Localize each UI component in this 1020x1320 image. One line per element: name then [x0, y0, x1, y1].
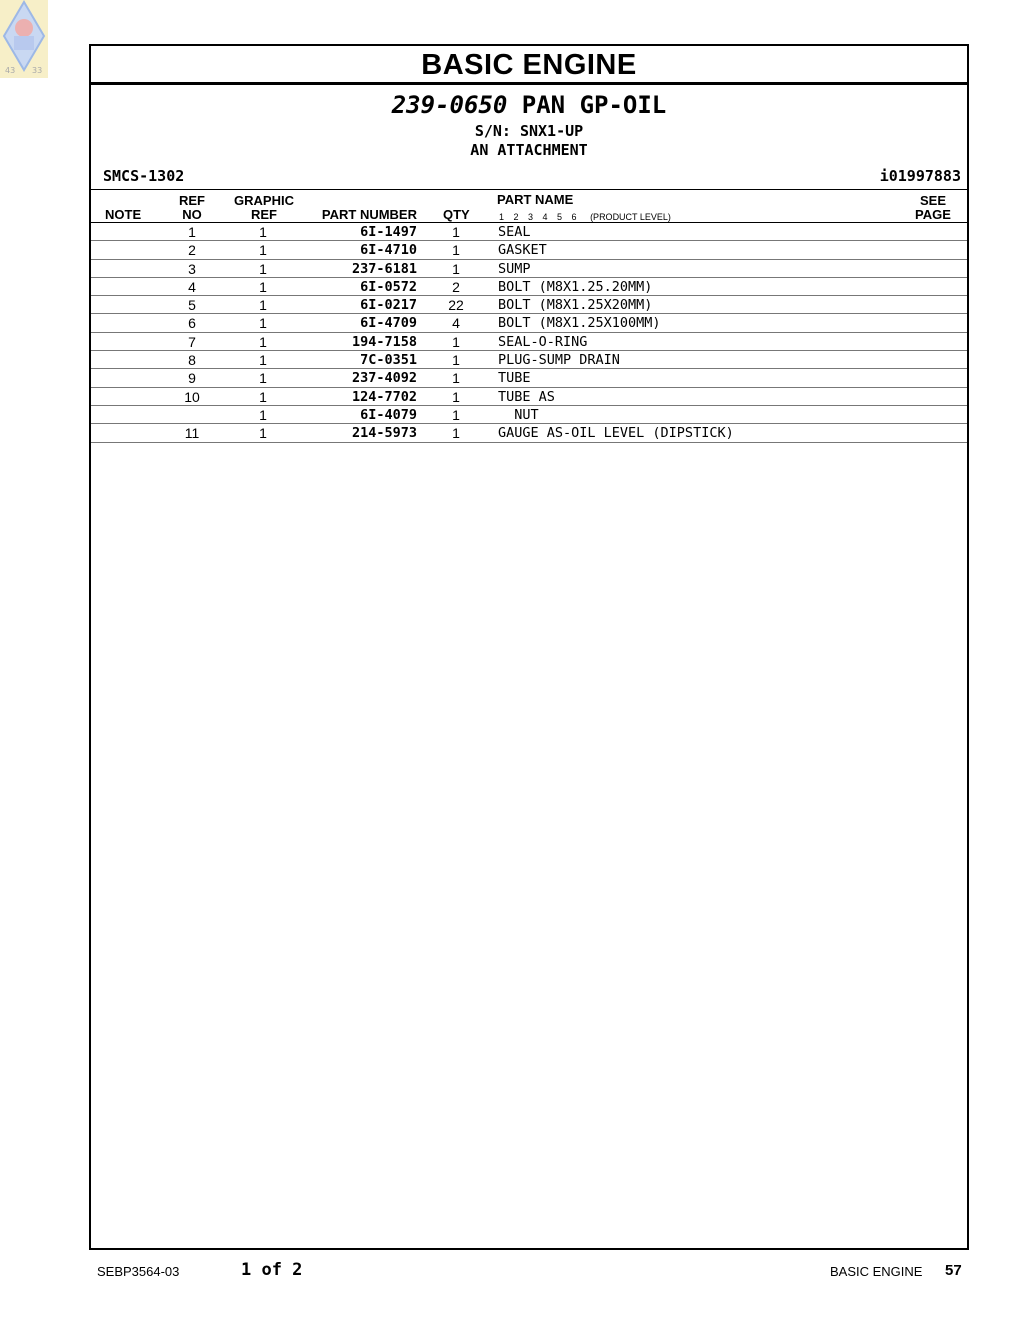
ref-no-cell: 3 [188, 260, 196, 277]
table-row [91, 314, 967, 332]
logo-number-left: 43 [5, 66, 16, 75]
qty-cell: 1 [452, 406, 460, 423]
qty-cell: 1 [452, 242, 460, 259]
header-divider [91, 189, 967, 190]
part-number-cell: 6I-0217 [360, 297, 417, 314]
product-level-label: (PRODUCT LEVEL) [590, 212, 671, 222]
ref-no-cell: 9 [188, 370, 196, 387]
part-number-cell: 124-7702 [351, 388, 417, 405]
part-number-cell: 6I-4709 [360, 315, 417, 332]
graphic-ref-cell: 1 [259, 406, 267, 423]
level-numbers: 1 2 3 4 5 6 [499, 212, 577, 222]
col-see-page [913, 194, 953, 222]
ref-no-cell: 8 [188, 352, 196, 369]
table-row [91, 296, 967, 314]
part-number-cell: 237-4092 [351, 370, 417, 387]
ref-no-cell: 4 [188, 278, 196, 295]
group-heading [91, 91, 967, 119]
part-name-cell: SEAL-O-RING [498, 333, 588, 350]
smcs-code: SMCS-1302 [103, 167, 185, 185]
qty-cell: 1 [452, 260, 460, 277]
ref-no-cell: 5 [188, 297, 196, 314]
graphic-ref-cell: 1 [259, 370, 267, 387]
ref-no-cell: 2 [188, 242, 196, 259]
part-name-cell: BOLT (M8X1.25X100MM) [498, 315, 661, 332]
graphic-ref-cell: 1 [259, 278, 267, 295]
ref-no-cell: 7 [188, 333, 196, 350]
ref-no-cell: 6 [188, 315, 196, 332]
col-see-bottom: PAGE [915, 207, 951, 222]
col-part-name: PART NAME [497, 192, 574, 207]
part-name-cell: NUT [498, 406, 539, 423]
qty-cell: 4 [452, 315, 460, 332]
col-part-number: PART NUMBER [321, 207, 417, 222]
footer-page-of: 1 of 2 [241, 1260, 303, 1280]
table-row [91, 241, 967, 259]
graphic-ref-cell: 1 [259, 260, 267, 277]
col-note: NOTE [105, 207, 142, 222]
qty-cell: 1 [452, 333, 460, 350]
qty-cell: 1 [452, 370, 460, 387]
ref-no-cell: 10 [184, 388, 200, 405]
qty-cell: 1 [452, 224, 460, 240]
section-title: BASIC ENGINE [91, 46, 967, 85]
graphic-ref-cell: 1 [259, 425, 267, 442]
col-see-top: SEE [919, 193, 946, 208]
logo-icon [0, 0, 48, 78]
table-row [91, 369, 967, 387]
part-name-cell: BOLT (M8X1.25.20MM) [498, 278, 653, 295]
qty-cell: 1 [452, 425, 460, 442]
ref-no-cell: 1 [188, 224, 196, 240]
parts-page-frame [89, 44, 969, 1250]
graphic-ref-cell: 1 [259, 242, 267, 259]
part-number-cell: 6I-4710 [360, 242, 417, 259]
part-number-cell: 237-6181 [351, 260, 417, 277]
col-ref-bottom: NO [182, 207, 202, 222]
attachment-label: AN ATTACHMENT [470, 141, 588, 159]
group-name: PAN GP-OIL [521, 91, 667, 119]
col-graphic-top: GRAPHIC [234, 193, 294, 208]
graphic-ref-cell: 1 [259, 315, 267, 332]
col-graphic-bottom: REF [251, 207, 277, 222]
logo-number-right: 33 [32, 66, 43, 75]
table-row [91, 388, 967, 406]
parts-table [91, 223, 967, 443]
table-row [91, 260, 967, 278]
part-name-cell: PLUG-SUMP DRAIN [498, 352, 620, 369]
qty-cell: 22 [448, 297, 464, 314]
ref-no-cell: 11 [184, 425, 200, 442]
table-row [91, 333, 967, 351]
part-name-cell: BOLT (M8X1.25X20MM) [498, 297, 653, 314]
col-qty: QTY [443, 207, 470, 222]
part-name-cell: GASKET [498, 242, 547, 259]
part-number-cell: 6I-4079 [360, 406, 417, 423]
table-row [91, 223, 967, 241]
part-number-cell: 6I-0572 [360, 278, 417, 295]
graphic-ref-cell: 1 [259, 224, 267, 240]
part-number-cell: 214-5973 [351, 425, 417, 442]
table-row [91, 278, 967, 296]
part-name-cell: SUMP [498, 260, 531, 277]
table-row [91, 351, 967, 369]
table-row [91, 424, 967, 442]
part-name-cell: TUBE [498, 370, 531, 387]
footer-page-number: 57 [945, 1262, 962, 1279]
group-number: 239-0650 [391, 91, 508, 119]
graphic-ref-cell: 1 [259, 297, 267, 314]
part-name-cell: TUBE AS [498, 388, 555, 405]
part-name-cell: GAUGE AS-OIL LEVEL (DIPSTICK) [498, 425, 734, 442]
part-number-cell: 7C-0351 [360, 352, 417, 369]
graphic-ref-cell: 1 [259, 333, 267, 350]
graphic-ref-cell: 1 [259, 352, 267, 369]
footer-doc-number: SEBP3564-03 [97, 1264, 180, 1279]
footer-section: BASIC ENGINE [830, 1264, 923, 1279]
part-number-cell: 194-7158 [351, 333, 417, 350]
graphic-ref-cell: 1 [259, 388, 267, 405]
qty-cell: 2 [452, 278, 460, 295]
illustration-id: i01997883 [879, 167, 961, 185]
serial-range: S/N: SNX1-UP [474, 122, 584, 140]
col-ref-top: REF [179, 193, 205, 208]
table-row [91, 406, 967, 424]
qty-cell: 1 [452, 388, 460, 405]
part-name-cell: SEAL [498, 224, 531, 240]
part-number-cell: 6I-1497 [360, 224, 417, 240]
qty-cell: 1 [452, 352, 460, 369]
col-graphic-ref [231, 194, 297, 222]
col-ref-no [177, 194, 207, 222]
product-levels [499, 212, 671, 222]
